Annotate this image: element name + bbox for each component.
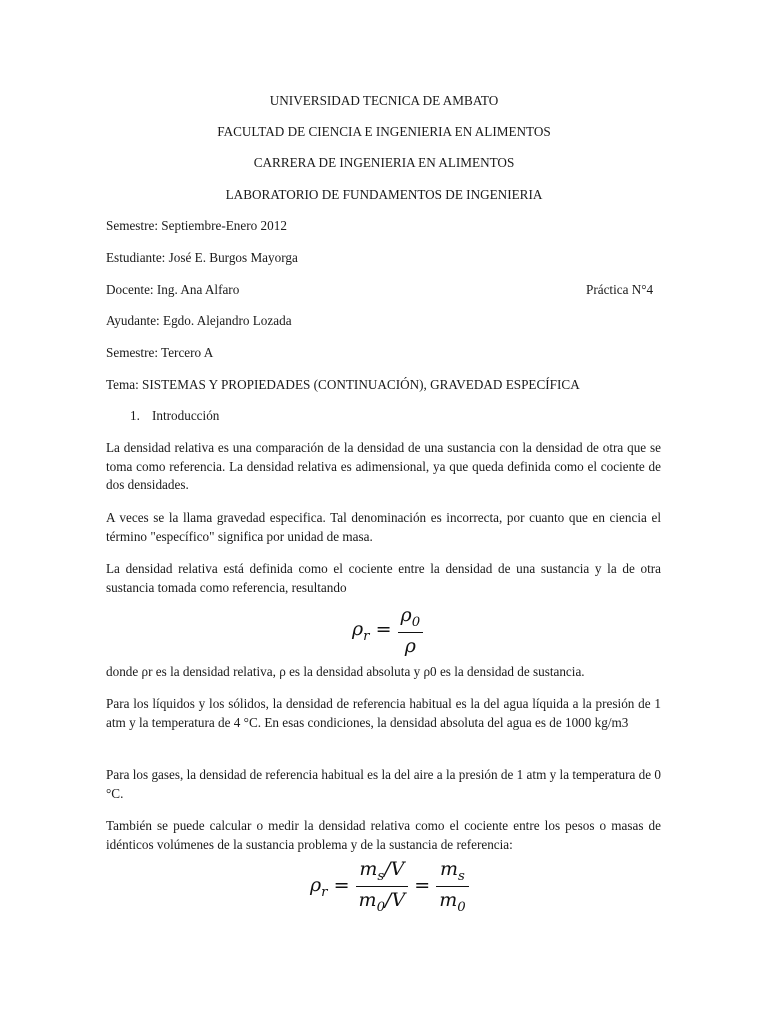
formula2-lhs: $\rho_r$ <box>310 874 328 901</box>
faculty-heading: FACULTAD DE CIENCIA E INGENIERIA EN ALIMENTOS <box>217 124 551 139</box>
paragraph-liquids-solids: Para los líquidos y los sólidos, la densidad de referencia habitual es la del agua líquida a la presión de 1 atm y la temperatura de 4 °C. En esas condiciones, la densidad absoluta del agua es de 1000 kg/m3 <box>106 696 661 730</box>
teacher-name: Docente: Ing. Ana Alfaro <box>106 282 240 297</box>
mass-ratio-formula <box>310 858 469 915</box>
practice-number: Práctica N°4 <box>586 282 654 297</box>
formula-lhs: $\rho_r$ <box>352 618 370 645</box>
formula2-fraction-1: $\frac{m_s/V}{m_0/V}$ <box>356 858 409 915</box>
section-number: 1. <box>130 408 140 423</box>
paragraph-specific-gravity: A veces se la llama gravedad especifica. Tal denominación es incorrecta, por cuanto que en ciencia el término "específico" significa por unidad de masa. <box>106 510 661 544</box>
topic-line: Tema: SISTEMAS Y PROPIEDADES (CONTINUACIÓN), GRAVEDAD ESPECÍFICA <box>106 377 580 392</box>
paragraph-quotient: La densidad relativa está definida como el cociente entre la densidad de una sustancia y la de otra sustancia tomada como referencia, resultando <box>106 561 661 595</box>
paragraph-definition: La densidad relativa es una comparación de la densidad de una sustancia con la densidad de otra que se toma como referencia. La densidad relativa es adimensional, ya que queda definida como el cociente de dos densidades. <box>106 440 661 492</box>
formula-equals: = <box>375 618 392 641</box>
paragraph-gases: Para los gases, la densidad de referencia habitual es la del aire a la presión de 1 atm y la temperatura de 0 °C. <box>106 767 661 801</box>
formula-fraction: $\frac{\rho_0}{\rho}$ <box>398 604 424 657</box>
university-heading: UNIVERSIDAD TECNICA DE AMBATO <box>269 93 499 108</box>
paragraph-masses: También se puede calcular o medir la densidad relativa como el cociente entre los pesos o masas de idénticos volúmenes de la sustancia problema y de la sustancia de referencia: <box>106 818 661 852</box>
student-name: Estudiante: José E. Burgos Mayorga <box>106 250 298 265</box>
career-heading: CARRERA DE INGENIERIA EN ALIMENTOS <box>253 155 515 170</box>
formula2-equals-1: = <box>333 874 350 897</box>
formula2-equals-2: = <box>414 874 431 897</box>
semester-level: Semestre: Tercero A <box>106 345 214 360</box>
section-title: Introducción <box>152 408 220 423</box>
density-formula <box>352 604 423 657</box>
assistant-name: Ayudante: Egdo. Alejandro Lozada <box>106 313 292 328</box>
formula2-fraction-2: $\frac{m_s}{m_0}$ <box>436 858 469 915</box>
paragraph-where: donde ρr es la densidad relativa, ρ es la densidad absoluta y ρ0 es la densidad de sustancia. <box>106 664 585 679</box>
lab-heading: LABORATORIO DE FUNDAMENTOS DE INGENIERIA <box>225 187 543 202</box>
semester-period: Semestre: Septiembre-Enero 2012 <box>106 218 287 233</box>
